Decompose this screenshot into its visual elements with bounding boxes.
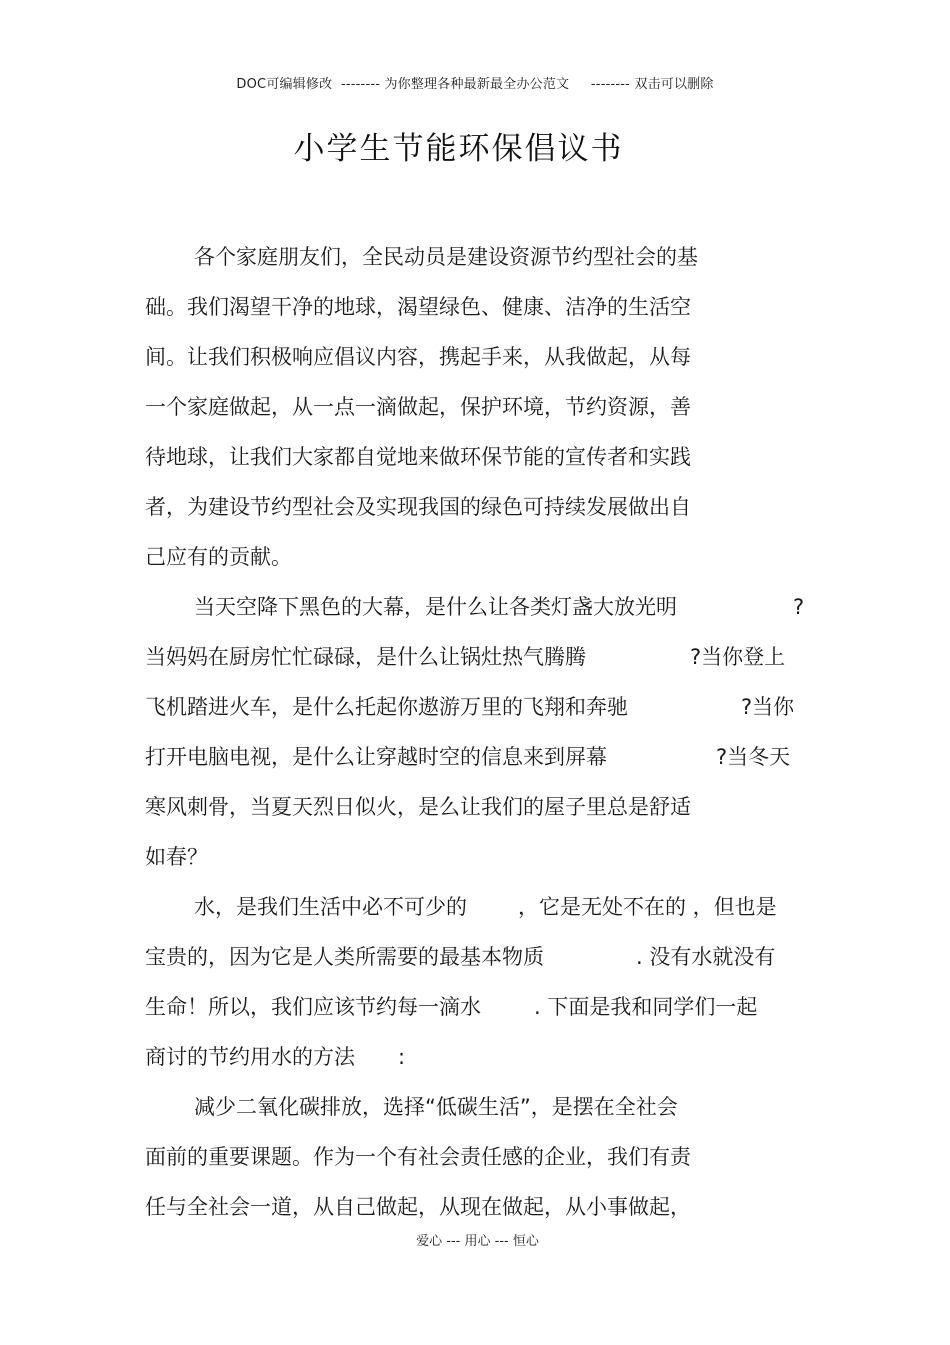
paragraph-2-line-tail: ? (793, 595, 805, 619)
document-title: 小学生节能环保倡议书 (293, 131, 624, 167)
paragraph-4-line: 减少二氧化碳排放，选择“低碳生活”，是摆在全社会 (194, 1095, 678, 1119)
paragraph-4-line: 任与全社会一道，从自己做起，从现在做起，从小事做起， (145, 1195, 691, 1219)
paragraph-2-line: 当妈妈在厨房忙忙碌碌，是什么让锅灶热气腾腾 (145, 645, 586, 669)
paragraph-2-line-tail: ?当你登上 (690, 645, 786, 669)
paragraph-3-line-tail: . 没有水就没有 (636, 945, 776, 969)
paragraph-2-line-tail: ?当你 (741, 695, 795, 719)
paragraph-1-line: 待地球，让我们大家都自觉地来做环保节能的宣传者和实践 (145, 445, 691, 469)
paragraph-4-line: 面前的重要课题。作为一个有社会责任感的企业，我们有责 (145, 1145, 691, 1169)
paragraph-3-line-tail: ，它是无处不在的 ，但也是 (518, 895, 777, 919)
paragraph-2-line: 打开电脑电视，是什么让穿越时空的信息来到屏幕 (145, 745, 607, 769)
paragraph-3-line-tail: . 下面是我和同学们一起 (534, 995, 758, 1019)
paragraph-3-line: 水，是我们生活中必不可少的 (194, 895, 467, 919)
paragraph-3-line-tail: : (398, 1045, 406, 1069)
paragraph-3-line: 生命！所以，我们应该节约每一滴水 (145, 995, 481, 1019)
paragraph-2-line-tail: ?当冬天 (716, 745, 791, 769)
paragraph-2-line: 如春？ (145, 845, 208, 869)
paragraph-2-line: 寒风刺骨，当夏天烈日似火，是么让我们的屋子里总是舒适 (145, 795, 691, 819)
paragraph-1-line: 者，为建设节约型社会及实现我国的绿色可持续发展做出自 (145, 495, 691, 519)
paragraph-1-line: 己应有的贡献。 (145, 545, 292, 569)
paragraph-1-line: 一个家庭做起，从一点一滴做起，保护环境，节约资源，善 (145, 395, 691, 419)
page-header: DOC可编辑修改 -------- 为你整理各种最新最全办公范文 -------- 双击可以删除 (236, 77, 714, 92)
paragraph-2-line: 飞机踏进火车，是什么托起你遨游万里的飞翔和奔驰 (145, 695, 628, 719)
paragraph-3-line: 宝贵的，因为它是人类所需要的最基本物质 (145, 945, 544, 969)
paragraph-1-line: 各个家庭朋友们，全民动员是建设资源节约型社会的基 (194, 245, 698, 269)
paragraph-2-line: 当天空降下黑色的大幕，是什么让各类灯盏大放光明 (194, 595, 677, 619)
page-footer: 爱心 --- 用心 --- 恒心 (416, 1234, 539, 1249)
paragraph-3-line: 商讨的节约用水的方法 (145, 1045, 355, 1069)
paragraph-1-line: 础。我们渴望干净的地球，渴望绿色、健康、洁净的生活空 (145, 295, 691, 319)
paragraph-1-line: 间。让我们积极响应倡议内容，携起手来，从我做起，从每 (145, 345, 691, 369)
